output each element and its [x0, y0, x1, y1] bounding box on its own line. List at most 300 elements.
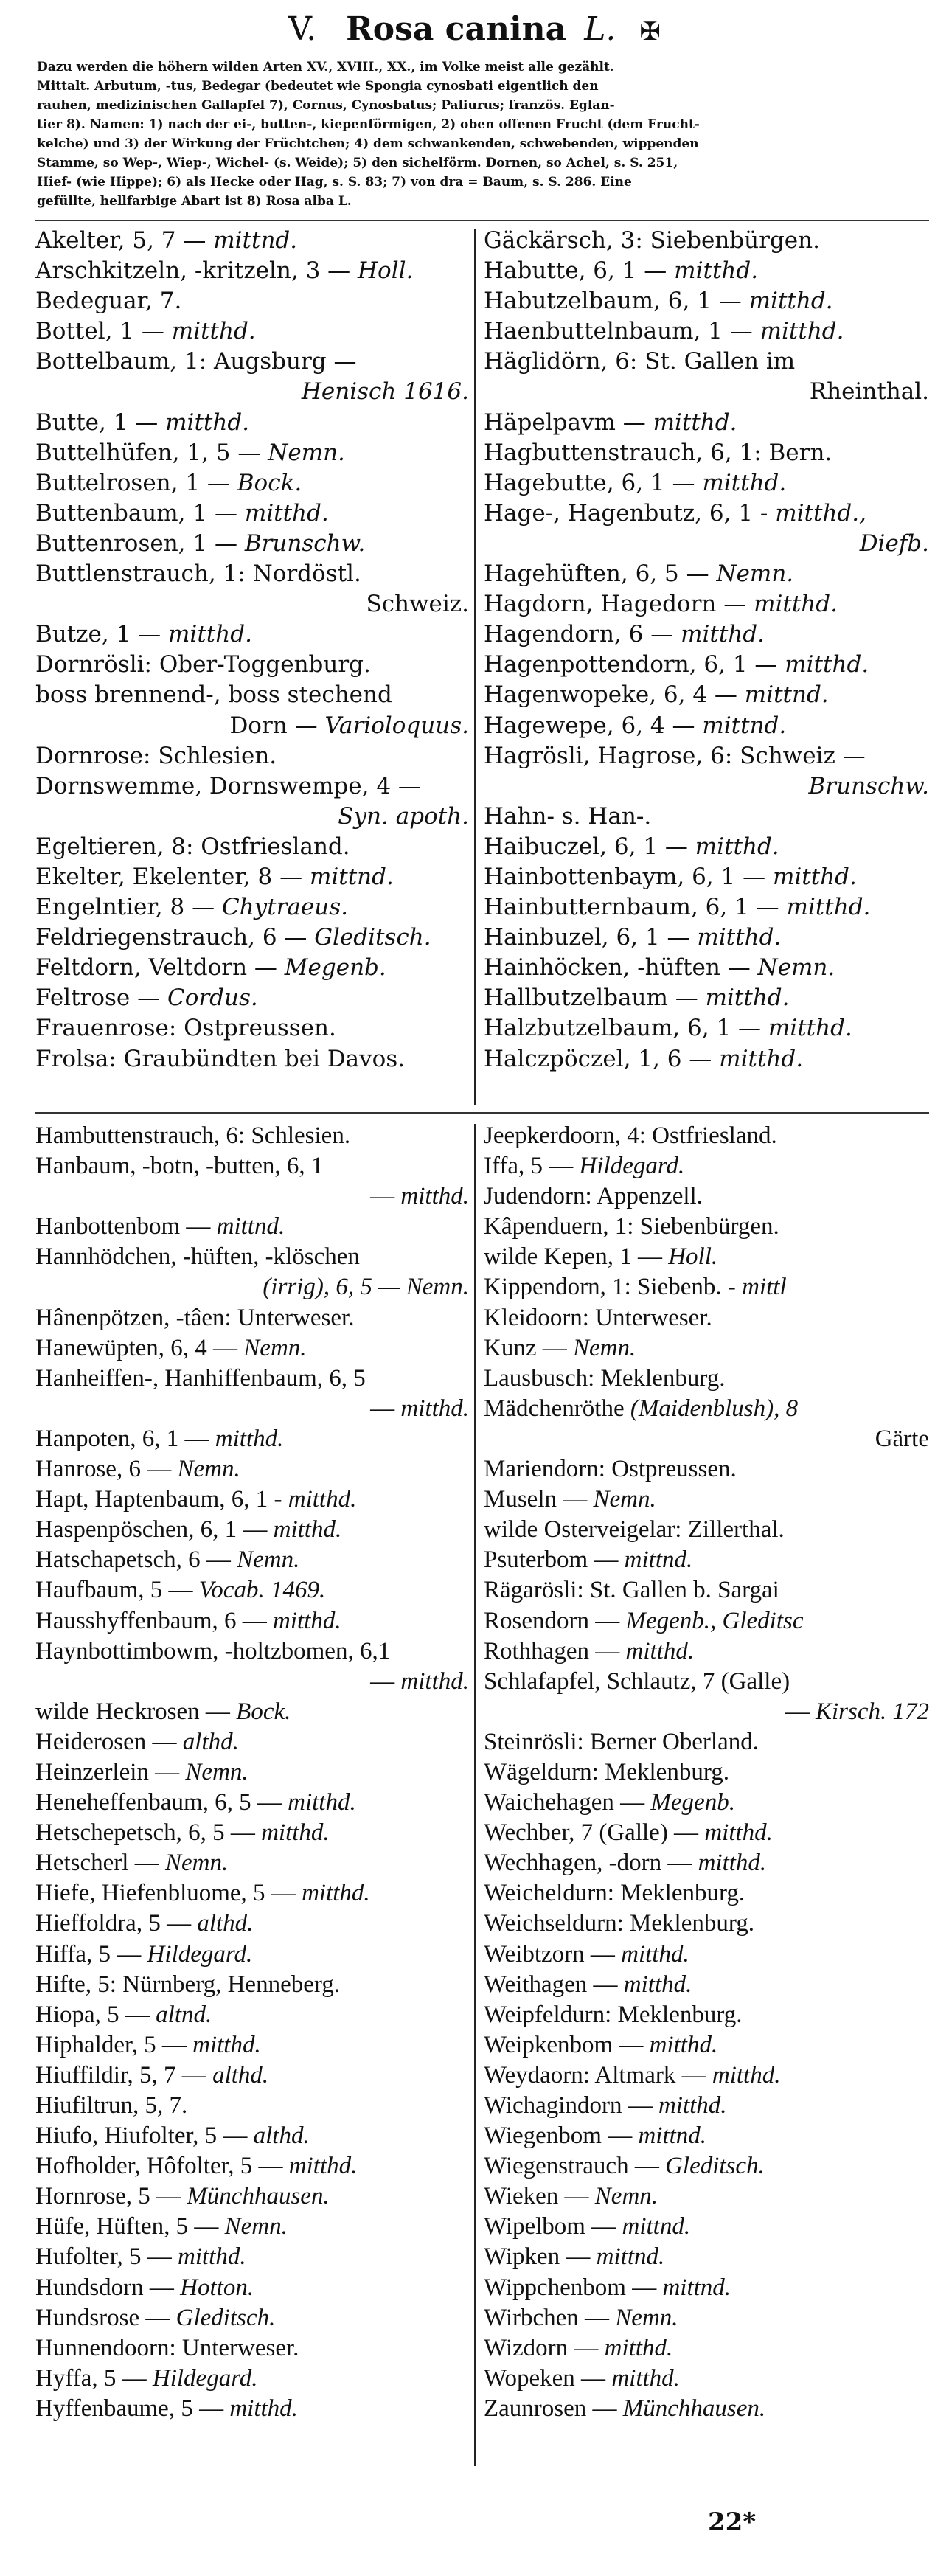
entry-line	[35, 1013, 469, 1044]
entry-source: mitthd.	[649, 2031, 718, 2058]
entry-line	[35, 256, 469, 286]
entry-line	[35, 529, 469, 559]
entry-text: Bottelbaum, 1: Augsburg —	[35, 348, 357, 375]
entry-source: Nemn.	[716, 560, 794, 588]
entry-text: Habutzelbaum, 6, 1 —	[484, 288, 749, 315]
entry-line	[35, 1878, 469, 1909]
entry-line	[484, 1364, 929, 1394]
entry-line	[35, 1212, 469, 1242]
entry-line	[35, 499, 469, 529]
entry-line	[484, 1212, 929, 1242]
entry-line	[484, 923, 929, 953]
entry-text: Wipken —	[484, 2243, 597, 2271]
entry-text: Wizdorn —	[484, 2334, 605, 2361]
entry-source: Brunschw.	[244, 530, 366, 557]
entry-source: mitthd.	[748, 288, 833, 315]
entry-text: Weichseldurn: Meklenburg.	[484, 1910, 754, 1937]
entry-line	[35, 2333, 469, 2364]
entry-text: Hagenpottendorn, 6, 1 —	[484, 651, 785, 678]
entry-source: mittnd.	[702, 712, 787, 739]
entry-line	[484, 1909, 929, 1939]
entry-line	[484, 256, 929, 286]
entry-source: mitthd.	[719, 1045, 804, 1072]
entry-line	[484, 316, 929, 347]
entry-line	[484, 1121, 929, 1151]
entry-line	[484, 1727, 929, 1757]
entry-text: Hagewepe, 6, 4 —	[484, 712, 703, 739]
intro-line: Stamme, so Wep-, Wiep-, Wichel- (s. Weide); 5) den sichelförm. Dornen, so Achel, s. S. 251,	[37, 156, 678, 170]
entry-text: Gäckärsch, 3: Siebenbürgen.	[484, 227, 820, 254]
intro-line: rauhen, medizinischen Gallapfel 7), Cornus, Cynosbatus; Paliurus; französ. Eglan-	[37, 98, 615, 113]
entry-continuation	[35, 1394, 469, 1424]
entry-line	[35, 650, 469, 680]
entry-text: Wiegenbom —	[484, 2122, 639, 2150]
entry-line	[484, 1545, 929, 1575]
entry-text: Arschkitzeln, -kritzeln, 3 —	[35, 257, 358, 285]
entry-line	[35, 2061, 469, 2091]
entry-text: boss brennend-, boss stechend	[35, 681, 392, 709]
entry-text: Hanewüpten, 6, 4 —	[35, 1334, 244, 1361]
entry-line	[484, 438, 929, 468]
entry-continuation	[35, 1272, 469, 1302]
entry-continuation	[484, 529, 929, 559]
entry-source: althd.	[197, 1910, 254, 1937]
entry-text: Bedeguar, 7.	[35, 288, 182, 315]
entry-text: Haspenpöschen, 6, 1 —	[35, 1516, 274, 1544]
entry-text: Weithagen —	[484, 1971, 624, 1998]
entry-source: mitthd.	[695, 833, 779, 860]
entry-text: Weydaorn: Altmark —	[484, 2061, 712, 2089]
entry-text: Zaunrosen —	[484, 2395, 623, 2422]
entry-source: mitthd.	[611, 2364, 680, 2392]
entry-column-top-right	[484, 226, 929, 1075]
entry-text: Butte, 1 —	[35, 409, 166, 436]
entry-text: Hagendorn, 6 —	[484, 621, 681, 648]
entry-text: Häglidörn, 6: St. Gallen im	[484, 348, 796, 375]
entry-line	[484, 499, 929, 529]
entry-line	[35, 1364, 469, 1394]
entry-text: Ekelter, Ekelenter, 8 —	[35, 863, 310, 890]
entry-text: Hapt, Haptenbaum, 6, 1 -	[35, 1486, 288, 1513]
entry-source: mitthd.	[229, 2395, 298, 2422]
entry-source: mitthd.	[712, 2061, 781, 2089]
entry-source: mitthd.	[261, 1819, 330, 1847]
entry-source: Gleditsch.	[314, 924, 431, 951]
entry-line	[484, 2364, 929, 2394]
entry-source: Megenb.	[284, 954, 386, 982]
entry-continuation	[35, 802, 469, 832]
entry-source: mitthd.	[288, 1789, 356, 1816]
entry-text: Museln —	[484, 1486, 594, 1513]
entry-line	[484, 1878, 929, 1909]
species-name: Rosa canina	[346, 10, 567, 48]
entry-text: —	[370, 1667, 401, 1695]
entry-text: Heneheffenbaum, 6, 5 —	[35, 1789, 288, 1816]
entry-line	[35, 1044, 469, 1075]
entry-source: Nemn.	[243, 1334, 307, 1361]
entry-column-bottom-left	[35, 1121, 469, 2424]
entry-text: Weibtzorn —	[484, 1940, 622, 1968]
entry-line	[484, 1606, 929, 1636]
intro-line: tier 8). Namen: 1) nach der ei-, butten-, kiepenförmigen, 2) oben offenen Frucht (dem Frucht-	[37, 117, 700, 132]
entry-source: Nemn.	[615, 2304, 678, 2331]
entry-source: Bock.	[236, 1698, 291, 1725]
entry-text: Hagenwopeke, 6, 4 —	[484, 681, 745, 709]
entry-text: Bottel, 1 —	[35, 318, 172, 345]
entry-source: mitthd.	[768, 1015, 852, 1042]
entry-line	[35, 1151, 469, 1181]
entry-line	[35, 468, 469, 499]
entry-text: Wiegenstrauch —	[484, 2153, 666, 2180]
entry-source: altnd.	[156, 2001, 212, 2028]
column-divider	[474, 1124, 476, 2466]
entry-line	[484, 650, 929, 680]
entry-line	[35, 1697, 469, 1727]
entry-line	[35, 438, 469, 468]
entry-line	[484, 862, 929, 892]
entry-source: mitthd.	[400, 1395, 469, 1422]
entry-source: mitthd.	[273, 1516, 342, 1544]
divider-rule	[35, 220, 929, 221]
entry-text: Buttelrosen, 1 —	[35, 469, 237, 496]
species-author: L.	[584, 10, 616, 48]
entry-text: Psuterbom —	[484, 1546, 625, 1574]
entry-line	[35, 953, 469, 983]
entry-line	[484, 2091, 929, 2121]
entry-text: Hage-, Hagenbutz, 6, 1 -	[484, 499, 776, 527]
entry-source: Diefb.	[859, 530, 929, 557]
entry-source: Chytraeus.	[221, 894, 348, 921]
entry-text: Hiufo, Hiufolter, 5 —	[35, 2122, 254, 2150]
entry-continuation	[35, 377, 469, 407]
entry-line	[35, 680, 469, 710]
entry-source: mitthd.	[698, 1850, 767, 1877]
column-divider	[474, 229, 476, 1105]
page-title	[0, 9, 949, 52]
entry-text: Judendorn: Appenzell.	[484, 1183, 703, 1210]
entry-text: Hifte, 5: Nürnberg, Henneberg.	[35, 1971, 340, 1998]
entry-line	[484, 802, 929, 832]
entry-source: mitthd.	[772, 863, 857, 890]
entry-text: Hausshyffenbaum, 6 —	[35, 1607, 274, 1634]
entry-text: Haufbaum, 5 —	[35, 1577, 199, 1604]
entry-text: Hüfe, Hüften, 5 —	[35, 2213, 225, 2240]
entry-line	[35, 1818, 469, 1848]
entry-source: mittnd.	[596, 2243, 665, 2271]
entry-text: Hahn- s. Han-.	[484, 802, 652, 830]
entry-line	[484, 983, 929, 1013]
entry-line	[35, 2364, 469, 2394]
entry-text: Dornswemme, Dornswempe, 4 —	[35, 772, 421, 799]
entry-source: mitthd.	[171, 318, 256, 345]
entry-source: mitthd.	[759, 318, 844, 345]
entry-line	[35, 1636, 469, 1667]
entry-line	[35, 1333, 469, 1364]
entry-source: althd.	[212, 2061, 269, 2089]
entry-source: Megenb.	[650, 1789, 735, 1816]
entry-source: mitthd.	[681, 621, 765, 648]
entry-text: Hannhödchen, -hüften, -klöschen	[35, 1243, 360, 1271]
entry-source: mitthd.	[658, 2092, 727, 2119]
entry-line	[484, 680, 929, 710]
entry-continuation	[35, 711, 469, 741]
entry-line	[35, 1909, 469, 1939]
entry-text: —	[370, 1183, 401, 1210]
entry-source: mitthd.	[165, 409, 250, 436]
entry-text: Buttelhüfen, 1, 5 —	[35, 439, 268, 466]
entry-text: Jeepkerdoorn, 4: Ostfriesland.	[484, 1122, 777, 1149]
entry-text: Frauenrose: Ostpreussen.	[35, 1015, 336, 1042]
entry-text: Hatschapetsch, 6 —	[35, 1546, 237, 1574]
entry-source: mitthd.	[623, 1971, 692, 1998]
entry-source: mitthd.	[702, 469, 787, 496]
entry-source: Holl.	[358, 257, 414, 285]
entry-line	[484, 286, 929, 316]
entry-text: wilde Kepen, 1 —	[484, 1243, 669, 1271]
entry-text: Häpelpavm —	[484, 409, 653, 436]
entry-line	[484, 1454, 929, 1485]
entry-line	[484, 2333, 929, 2364]
entry-source: Nemn.	[757, 954, 835, 982]
entry-line	[484, 1848, 929, 1878]
entry-source: mittnd.	[309, 863, 394, 890]
entry-text: Butze, 1 —	[35, 621, 169, 648]
entry-source: althd.	[182, 1728, 239, 1755]
entry-line	[484, 347, 929, 377]
entry-source: mitthd.	[653, 409, 737, 436]
entry-text: Hundsdorn —	[35, 2274, 181, 2301]
entry-text: Hiufiltrun, 5, 7.	[35, 2092, 188, 2119]
entry-text: Hunnendoorn: Unterweser.	[35, 2334, 299, 2361]
entry-line	[484, 832, 929, 862]
entry-source: mitthd.	[625, 1637, 695, 1664]
entry-text: Frolsa: Graubündten bei Davos.	[35, 1045, 406, 1072]
entry-line	[484, 1485, 929, 1515]
entry-line	[35, 2273, 469, 2303]
entry-source: mitthd.	[273, 1607, 341, 1634]
entry-source: Münchhausen.	[187, 2183, 330, 2210]
entry-source: mitthd.,	[775, 499, 866, 527]
entry-text: Kippendorn, 1: Siebenb. -	[484, 1274, 743, 1301]
entry-text: Weicheldurn: Meklenburg.	[484, 1880, 745, 1907]
entry-source: Syn. apoth.	[338, 802, 469, 830]
entry-line	[484, 1940, 929, 1970]
entry-line	[35, 1940, 469, 1970]
entry-line	[484, 1970, 929, 2000]
entry-text: Hetscherl —	[35, 1850, 165, 1877]
entry-text: Wirbchen —	[484, 2304, 616, 2331]
entry-line	[35, 619, 469, 650]
entry-source: Hildegard.	[147, 1940, 253, 1968]
intro-line: Hief- (wie Hippe); 6) als Hecke oder Hag, s. S. 83; 7) von dra = Baum, s. S. 286. Eine	[37, 175, 632, 190]
entry-continuation	[35, 589, 469, 619]
entry-line	[35, 741, 469, 771]
entry-line	[35, 1454, 469, 1485]
entry-line	[35, 1848, 469, 1878]
entry-text: Kleidoorn: Unterweser.	[484, 1304, 712, 1331]
entry-line	[35, 771, 469, 802]
entry-text: Feldriegenstrauch, 6 —	[35, 924, 315, 951]
entry-source: Holl.	[668, 1243, 718, 1271]
entry-text: Hyffa, 5 —	[35, 2364, 153, 2392]
entry-source: mitthd.	[302, 1880, 370, 1907]
entry-source: Nemn.	[185, 1758, 248, 1785]
entry-text: Schlafapfel, Schlautz, 7 (Galle)	[484, 1667, 790, 1695]
entry-line	[484, 226, 929, 256]
entry-text: Hieffoldra, 5 —	[35, 1910, 198, 1937]
entry-text: Wechhagen, -dorn —	[484, 1850, 698, 1877]
intro-line: gefüllte, hellfarbige Abart ist 8) Rosa alba L.	[37, 194, 352, 209]
entry-line	[484, 2212, 929, 2242]
entry-source: mitthd.	[288, 2153, 358, 2180]
entry-text: Schweiz.	[366, 591, 469, 618]
entry-line	[35, 983, 469, 1013]
entry-source: Gleditsch.	[665, 2153, 765, 2180]
entry-line	[35, 316, 469, 347]
entry-source: mitthd.	[177, 2243, 246, 2271]
entry-source: Kirsch. 172	[815, 1698, 929, 1725]
entry-text: Habutte, 6, 1 —	[484, 257, 675, 285]
entry-line	[35, 286, 469, 316]
entry-text: Gärte	[875, 1425, 929, 1452]
entry-line	[484, 711, 929, 741]
entry-line	[35, 2303, 469, 2333]
entry-text: Mariendorn: Ostpreussen.	[484, 1456, 737, 1483]
entry-line	[35, 226, 469, 256]
entry-text: Hetschepetsch, 6, 5 —	[35, 1819, 262, 1847]
entry-text: Engelntier, 8 —	[35, 894, 222, 921]
entry-text: Rothhagen —	[484, 1637, 626, 1664]
intro-line: Mittalt. Arbutum, -tus, Bedegar (bedeutet wie Spongia cynosbati eigentlich den	[37, 79, 599, 94]
entry-source: Nemn.	[224, 2213, 288, 2240]
entry-source: Nemn.	[572, 1334, 636, 1361]
entry-line	[484, 2030, 929, 2061]
entry-line	[484, 468, 929, 499]
entry-text: Dorn —	[229, 712, 325, 739]
entry-source: Nemn.	[594, 2183, 658, 2210]
entry-line	[484, 1636, 929, 1667]
entry-line	[484, 1667, 929, 1697]
entry-line	[484, 2151, 929, 2181]
entry-text: Feltdorn, Veltdorn —	[35, 954, 285, 982]
entry-source: mitthd.	[168, 621, 252, 648]
entry-line	[35, 832, 469, 862]
entry-text: Mädchenröthe	[484, 1395, 630, 1422]
entry-source: mittnd.	[622, 2213, 691, 2240]
entry-text: Dornrösli: Ober-Toggenburg.	[35, 651, 371, 678]
entry-source: mitthd.	[697, 924, 782, 951]
entry-line	[35, 1485, 469, 1515]
entry-line	[484, 2061, 929, 2091]
entry-line	[35, 2091, 469, 2121]
entry-line	[484, 2121, 929, 2151]
entry-source: Nemn.	[268, 439, 345, 466]
entry-line	[35, 1727, 469, 1757]
entry-line	[484, 619, 929, 650]
cross-mark-icon: ✠	[639, 17, 661, 46]
entry-source: mittnd.	[744, 681, 829, 709]
entry-source: mitthd.	[674, 257, 759, 285]
entry-text: Wechber, 7 (Galle) —	[484, 1819, 705, 1847]
page-number: 22*	[708, 2507, 757, 2537]
entry-line	[35, 1424, 469, 1454]
entry-source: Cordus.	[167, 985, 258, 1012]
entry-line	[484, 2181, 929, 2212]
intro-paragraph	[37, 58, 922, 211]
entry-text: Hagdorn, Hagedorn —	[484, 591, 754, 618]
entry-source: mitthd.	[244, 499, 329, 527]
entry-line	[484, 1575, 929, 1605]
entry-text: Hiffa, 5 —	[35, 1940, 147, 1968]
entry-source: Bock.	[237, 469, 302, 496]
entry-text: Wippchenbom —	[484, 2274, 663, 2301]
entry-text: wilde Heckrosen —	[35, 1698, 237, 1725]
entry-source: mitthd.	[621, 1940, 689, 1968]
entry-source: mitthd.	[785, 651, 869, 678]
entry-line	[484, 2303, 929, 2333]
entry-line	[35, 2121, 469, 2151]
entry-text: Haibuczel, 6, 1 —	[484, 833, 695, 860]
entry-source: mitthd.	[215, 1425, 284, 1452]
entry-text: Wägeldurn: Meklenburg.	[484, 1758, 729, 1785]
entry-line	[484, 1515, 929, 1545]
entry-text: Hanrose, 6 —	[35, 1456, 178, 1483]
entry-text: Hagebutte, 6, 1 —	[484, 469, 703, 496]
entry-text: Hiopa, 5 —	[35, 2001, 156, 2028]
entry-text: Hambuttenstrauch, 6: Schlesien.	[35, 1122, 351, 1149]
entry-source: Nemn.	[237, 1546, 300, 1574]
entry-text: Wichagindorn —	[484, 2092, 658, 2119]
entry-line	[35, 2151, 469, 2181]
entry-line	[35, 1606, 469, 1636]
divider-rule	[35, 1112, 929, 1114]
entry-text: Buttlenstrauch, 1: Nordöstl.	[35, 560, 361, 588]
entry-continuation	[484, 1697, 929, 1727]
entry-source: Brunschw.	[808, 772, 929, 799]
entry-source: mitthd.	[705, 985, 790, 1012]
entry-text: Dornrose: Schlesien.	[35, 742, 277, 769]
entry-source: mittnd.	[638, 2122, 707, 2150]
entry-line	[484, 589, 929, 619]
entry-line	[484, 1818, 929, 1848]
entry-line	[35, 1121, 469, 1151]
entry-line	[35, 2212, 469, 2242]
entry-source: mitthd.	[754, 591, 838, 618]
entry-text: Hagehüften, 6, 5 —	[484, 560, 717, 588]
entry-line	[35, 2030, 469, 2061]
entry-text: Hundsrose —	[35, 2304, 176, 2331]
entry-source: mitthd.	[786, 894, 871, 921]
entry-line	[484, 1181, 929, 1212]
entry-line	[35, 559, 469, 589]
entry-text: —	[785, 1698, 816, 1725]
entry-line	[484, 2273, 929, 2303]
entry-source: mitthd.	[604, 2334, 673, 2361]
entry-continuation	[35, 1181, 469, 1212]
entry-text: Hiefe, Hiefenbluome, 5 —	[35, 1880, 302, 1907]
entry-text: Steinrösli: Berner Oberland.	[484, 1728, 759, 1755]
entry-line	[35, 1970, 469, 2000]
entry-line	[35, 1303, 469, 1333]
entry-text: Hufolter, 5 —	[35, 2243, 178, 2271]
entry-line	[484, 1333, 929, 1364]
entry-text: Hainbuzel, 6, 1 —	[484, 924, 698, 951]
entry-text: Heiderosen —	[35, 1728, 183, 1755]
entry-line	[484, 892, 929, 923]
entry-text: Haynbottimbowm, -holtzbomen, 6,1	[35, 1637, 391, 1664]
entry-text: Hanbottenbom —	[35, 1213, 217, 1240]
entry-line	[35, 408, 469, 438]
